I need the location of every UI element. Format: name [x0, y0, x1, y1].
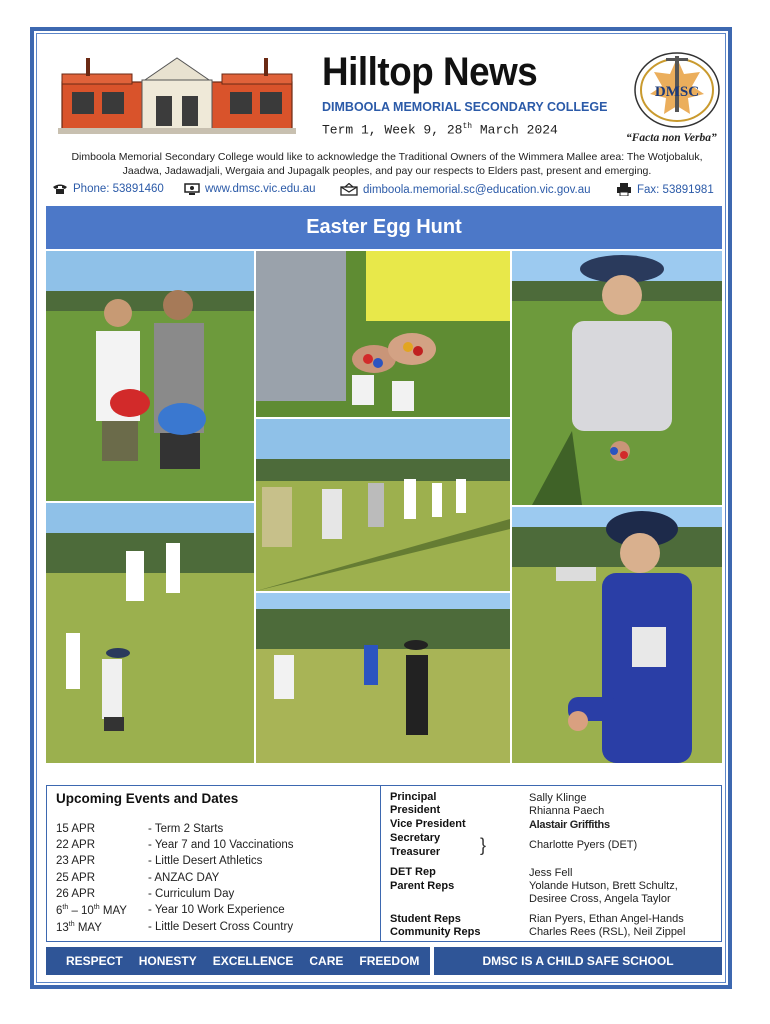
person-name: Alastair Griffiths — [529, 819, 610, 831]
phone-contact[interactable]: Phone: 53891460 — [52, 183, 164, 195]
event-date: 15 APR — [56, 823, 95, 835]
person-name: Desiree Cross, Angela Taylor — [529, 893, 671, 905]
person-name: Yolande Hutson, Brett Schultz, — [529, 880, 678, 892]
info-panel-divider — [380, 785, 381, 942]
photo-students-searching-field — [256, 419, 510, 591]
fax-icon — [616, 183, 632, 196]
person-name: Rhianna Paech — [529, 805, 605, 817]
monitor-icon — [184, 183, 200, 195]
acknowledgement-of-country: Dimboola Memorial Secondary College would like to acknowledge the Traditional Owners of the Wimmera Mallee area: The Wotjobaluk, Jaadwa, Jadawadjali, Wergaia and Jupagalk peoples, and pay our respects to Elders past, present and emerging. — [71, 151, 703, 177]
event-date: 26 APR — [56, 888, 95, 900]
school-crest-logo — [632, 50, 722, 130]
role-label: Secretary — [390, 832, 441, 844]
person-name: Sally Klinge — [529, 792, 587, 804]
photo-two-boys-with-eggs — [46, 251, 254, 501]
value-care: CARE — [309, 954, 344, 968]
section-title: Easter Egg Hunt — [306, 216, 462, 238]
value-freedom: FREEDOM — [359, 954, 420, 968]
event-name: - Term 2 Starts — [148, 823, 224, 835]
svg-text:DMSC: DMSC — [654, 84, 700, 100]
photo-hands-holding-eggs — [256, 251, 510, 417]
contact-bar — [52, 183, 722, 199]
role-label: Parent Reps — [390, 880, 455, 892]
events-title: Upcoming Events and Dates — [56, 791, 239, 806]
school-name: DIMBOOLA MEMORIAL SECONDARY COLLEGE — [322, 100, 608, 114]
website-link[interactable]: www.dmsc.vic.edu.au — [184, 183, 316, 195]
value-respect: RESPECT — [66, 954, 123, 968]
value-honesty: HONESTY — [138, 954, 197, 968]
role-label: Community Reps — [390, 926, 481, 938]
event-name: - ANZAC DAY — [148, 872, 220, 884]
photo-boy-in-jacket — [512, 507, 722, 763]
event-date: 25 APR — [56, 872, 95, 884]
email-icon — [340, 183, 358, 196]
event-date: 13th MAY — [56, 921, 102, 934]
event-name: - Little Desert Athletics — [148, 855, 263, 867]
event-date: 23 APR — [56, 855, 95, 867]
event-date: 22 APR — [56, 839, 95, 851]
issue-date: Term 1, Week 9, 28th March 2024 — [322, 122, 558, 138]
child-safe-statement: DMSC IS A CHILD SAFE SCHOOL — [482, 954, 674, 968]
section-banner — [46, 206, 722, 249]
role-label: Treasurer — [390, 846, 441, 858]
person-name: Charlotte Pyers (DET) — [529, 839, 638, 851]
photo-students-running — [46, 503, 254, 763]
event-date: 6th – 10th MAY — [56, 904, 127, 917]
role-label: Principal — [390, 791, 437, 803]
email-link[interactable]: dimboola.memorial.sc@education.vic.gov.au — [340, 183, 591, 196]
event-name: - Year 10 Work Experience — [148, 904, 285, 916]
role-label: DET Rep — [390, 866, 436, 878]
role-label: Vice President — [390, 818, 466, 830]
role-label: Student Reps — [390, 913, 461, 925]
person-name: Rian Pyers, Ethan Angel-Hands — [529, 913, 684, 925]
photo-students-walking — [256, 593, 510, 763]
event-name: - Year 7 and 10 Vaccinations — [148, 839, 294, 851]
value-excellence: EXCELLENCE — [212, 954, 294, 968]
event-name: - Little Desert Cross Country — [148, 921, 294, 933]
fax-contact[interactable]: Fax: 53891981 — [616, 183, 714, 196]
person-name: Jess Fell — [529, 867, 573, 879]
event-name: - Curriculum Day — [148, 888, 235, 900]
phone-icon — [52, 183, 68, 195]
photo-girl-with-eggs — [512, 251, 722, 505]
school-building-illustration — [58, 52, 296, 138]
brace-symbol: } — [480, 835, 487, 855]
school-motto: “Facta non Verba” — [626, 132, 717, 144]
child-safe-bar — [434, 947, 722, 975]
role-label: President — [390, 804, 441, 816]
school-values-bar — [46, 947, 430, 975]
person-name: Charles Rees (RSL), Neil Zippel — [529, 926, 686, 938]
newsletter-title: Hilltop News — [322, 50, 538, 94]
